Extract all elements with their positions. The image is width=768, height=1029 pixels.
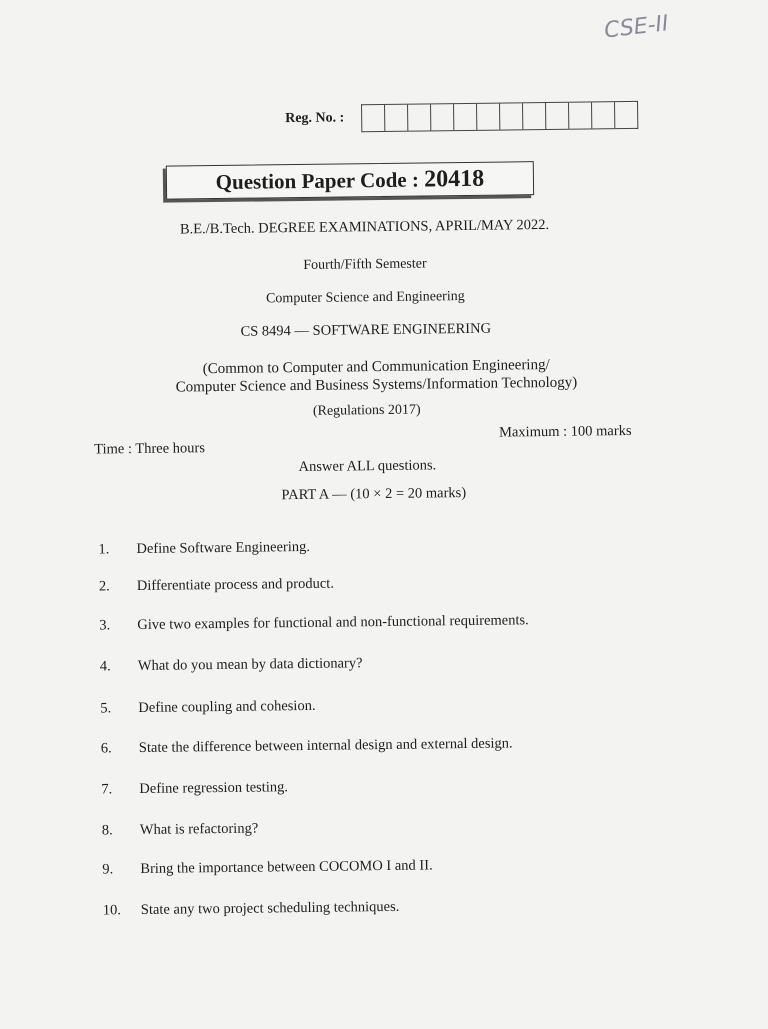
question-number: 1. (98, 541, 110, 558)
reg-no-boxes (361, 101, 638, 132)
reg-no-box (477, 104, 500, 130)
course-title: CS 8494 — SOFTWARE ENGINEERING (240, 320, 492, 340)
question-item (103, 899, 400, 920)
exam-title: B.E./B.Tech. DEGREE EXAMINATIONS, APRIL/MAY 2022. (179, 216, 550, 238)
question-number: 8. (101, 822, 113, 839)
regulations: (Regulations 2017) (312, 402, 421, 419)
reg-no-box (500, 103, 523, 129)
maximum-marks: Maximum : 100 marks (498, 422, 632, 441)
reg-no-box (569, 102, 592, 128)
question-item (102, 821, 259, 840)
question-text: What do you mean by data dictionary? (137, 655, 363, 675)
reg-no-label: Reg. No. : (285, 110, 345, 127)
department: Computer Science and Engineering (265, 288, 465, 307)
reg-no-box (362, 105, 385, 131)
reg-no-box (431, 104, 454, 130)
reg-no-box (408, 104, 431, 130)
time: Time : Three hours (94, 440, 206, 458)
question-item (99, 612, 529, 634)
question-number: 3. (99, 617, 111, 634)
question-number: 6. (100, 740, 112, 757)
question-number: 4. (99, 658, 111, 675)
instruction: Answer ALL questions. (298, 457, 437, 476)
question-item (101, 735, 513, 757)
reg-no-box (385, 105, 408, 131)
code-value: 20418 (424, 165, 485, 193)
question-text: Differentiate process and product. (136, 575, 335, 595)
question-text: Define regression testing. (139, 779, 289, 798)
handwritten-note: CSE-II (602, 11, 670, 44)
question-number: 9. (102, 861, 114, 878)
question-text: State any two project scheduling techniques. (140, 898, 400, 918)
question-item (100, 698, 315, 718)
question-item (99, 576, 334, 596)
reg-no-box (546, 103, 569, 129)
part-heading: PART A — (10 × 2 = 20 marks) (281, 484, 467, 504)
question-paper-code (166, 161, 534, 199)
question-text: Give two examples for functional and non-functional requirements. (137, 612, 529, 634)
question-number: 5. (100, 700, 112, 717)
common-to-line-2: Computer Science and Business Systems/Information Technology) (175, 374, 578, 396)
question-text: Define Software Engineering. (136, 538, 311, 558)
question-item (98, 539, 310, 559)
question-text: State the difference between internal design and external design. (138, 735, 513, 757)
reg-no-box (592, 102, 615, 128)
question-number: 10. (102, 902, 122, 919)
common-to-line-1: (Common to Computer and Communication Engineering/ (202, 356, 550, 378)
question-item (100, 655, 363, 675)
reg-no-box (615, 102, 638, 128)
reg-no-box (454, 104, 477, 130)
question-text: Bring the importance between COCOMO I and II. (140, 857, 433, 878)
question-item (101, 779, 288, 798)
semester: Fourth/Fifth Semester (303, 256, 427, 273)
question-number: 7. (101, 781, 113, 798)
question-number: 2. (98, 578, 110, 595)
reg-no-box (523, 103, 546, 129)
code-label: Question Paper Code : (215, 167, 420, 195)
question-text: Define coupling and cohesion. (138, 697, 316, 717)
question-item (102, 857, 433, 878)
question-text: What is refactoring? (139, 820, 259, 839)
